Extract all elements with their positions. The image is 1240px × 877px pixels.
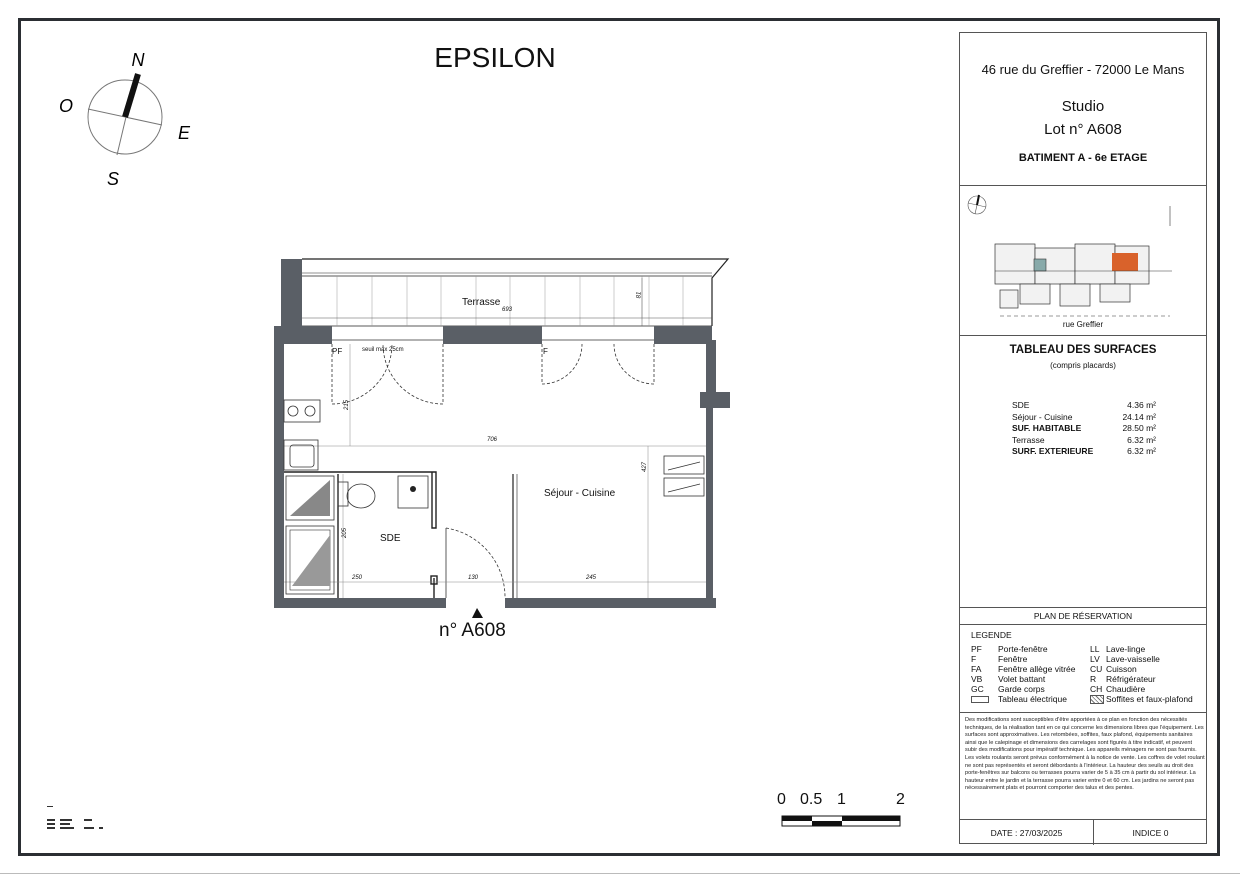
electric-panel-icon [971,696,989,703]
legend-code: F [971,654,977,664]
legend-text: Volet battant [998,674,1046,684]
legend-code: VB [971,674,983,684]
scale-label-0: 0 [777,791,786,808]
unit-type: Studio [1061,98,1105,115]
dim-693: 693 [502,307,513,313]
compass-west-label: O [58,96,74,116]
surface-row [1012,446,1156,456]
address: 46 rue du Greffier - 72000 Le Mans [981,62,1185,77]
hatch-icon [1090,695,1104,704]
surface-value: 6.32 m² [1127,435,1156,445]
surface-row [1012,400,1156,410]
room-living-label: Séjour - Cuisine [544,488,616,499]
surface-label: Séjour - Cuisine [1012,412,1073,422]
dim-250: 250 [352,575,363,581]
legend-code: LV [1090,654,1100,664]
room-terrace-label: Terrasse [462,297,501,308]
title-block [959,32,1207,844]
dim-427: 427 [642,461,649,473]
legend-text: Réfrigérateur [1106,674,1156,684]
legend-texts-right [1106,644,1206,704]
scale-label-2: 2 [896,791,905,808]
logo-marks [47,806,103,829]
disclaimer-text: Des modifications sont susceptibles d'être apportées à ce plan en fonction des nécessités techniques, de la réalisation tant en ce qui concerne les dimensions libres que l'équipement. Les surfaces sont approximatives. Les retombées, soffites, faux plafond, équipements sanitaires ainsi que le calepinage et dimensions des carrelages sont figurés à titre indicatif, et peuvent subir des modifications pour impératif technique. Les appareils ménagers ne sont pas fournis. Les volets roulants seront prévus conformément à la notice de vente. Les coffres de volet roulant ne sont pas représentés et seront débordants à l'intérieur. La hauteur des seuils au droit des porte-fenêtres sur balcons ou terrasses pourra varier de 5 à 35 cm à partir du sol intérieur. La hauteur entre le jardin et la terrasse pourra varier entre 0 et 60 cm. Les jardins ne seront pas nécessairement plats et pourront comporter des talus et des pentes. [965,717,1205,792]
street-name: rue Greffier [1062,320,1104,329]
surfaces-subtitle: (compris placards) [1050,361,1116,370]
location-plan-drawing [960,186,1206,335]
dim-81: 81 [636,291,643,299]
building-floor: BATIMENT A - 6e ETAGE [1018,152,1148,164]
surface-value: 28.50 m² [1122,423,1156,433]
title-block-footer [960,819,1206,845]
scale-label-0-5: 0.5 [800,791,823,808]
dim-205: 205 [342,527,349,539]
legend-text: Fenêtre allège vitrée [998,664,1076,674]
scale-label-1: 1 [837,791,846,808]
surface-row [1012,412,1156,422]
legend-code: CU [1090,664,1103,674]
legend-text: Chaudière [1106,684,1146,694]
legend-text: Soffites et faux-plafond [1106,694,1193,704]
surface-label: SURF. EXTERIEURE [1012,446,1094,456]
plan-reservation-label: PLAN DE RÉSERVATION [1033,611,1133,621]
legend-title: LEGENDE [971,630,1012,640]
legend-code: R [1090,674,1097,684]
dim-130: 130 [468,575,479,581]
walls [274,326,730,608]
legend-code: LL [1090,644,1100,654]
window-pf-label: PF [332,347,343,356]
legend-text: Lave-vaisselle [1106,654,1160,664]
compass [59,50,191,189]
window-f-label: F [543,347,548,356]
scale-bar [782,816,900,826]
date-label: DATE : 27/03/2025 [990,828,1063,838]
surface-label: SDE [1012,400,1030,410]
legend-text: Fenêtre [998,654,1028,664]
legend-text: Porte-fenêtre [998,644,1048,654]
legend-text: Lave-linge [1106,644,1146,654]
room-bath-label: SDE [380,533,401,544]
surface-value: 6.32 m² [1127,446,1156,456]
surface-label: SUF. HABITABLE [1012,423,1082,433]
legend [960,625,1206,713]
title-block-header [960,33,1206,186]
indice-label: INDICE 0 [1132,828,1169,838]
legend-code: CH [1090,684,1103,694]
legend-text: Garde corps [998,684,1045,694]
dim-215: 215 [344,399,351,411]
legend-code: PF [971,644,982,654]
lot-number-label: n° A608 [439,620,506,641]
surfaces-table [960,336,1206,608]
surface-value: 24.14 m² [1122,412,1156,422]
legend-code: FA [971,664,982,674]
project-title: EPSILON [434,42,556,73]
surfaces-title: TABLEAU DES SURFACES [1009,344,1157,356]
compass-north-label: N [131,50,145,70]
threshold-note: seuil max 25cm [362,347,404,353]
dim-245: 245 [586,575,597,581]
compass-east-label: E [177,123,191,143]
location-plan [960,186,1206,336]
legend-codes-left [971,644,1001,704]
legend-text: Tableau électrique [998,694,1067,704]
plan-reservation-bar [960,608,1206,625]
surface-row [1012,435,1156,445]
surface-row [1012,423,1156,433]
dim-706: 706 [487,437,498,443]
legend-code: GC [971,684,984,694]
legend-texts-left [998,644,1093,704]
lot-number: Lot n° A608 [1044,121,1122,138]
surface-value: 4.36 m² [1127,400,1156,410]
compass-south-label: S [106,169,120,189]
surface-label: Terrasse [1012,435,1045,445]
legend-text: Cuisson [1106,664,1137,674]
entrance-arrow-icon [472,608,483,618]
